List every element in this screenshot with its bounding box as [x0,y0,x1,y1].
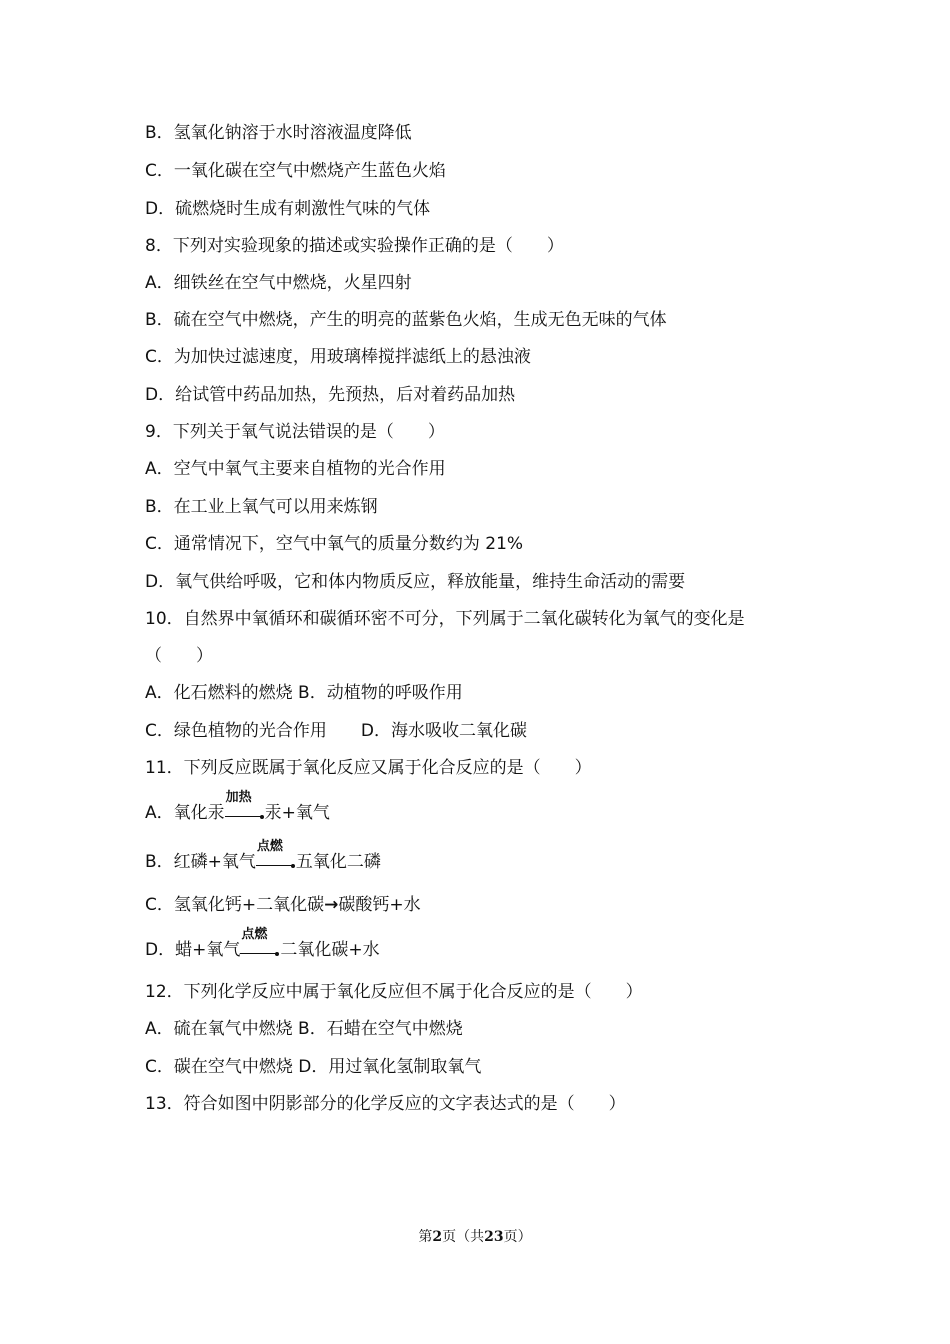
footer-text: 第 [418,1229,433,1245]
q10-options-ab: A．化石燃料的燃烧 B．动植物的呼吸作用 [145,683,463,703]
q11-stem: 11．下列反应既属于氧化反应又属于化合反应的是（ ） [145,758,592,778]
reaction-condition-arrow [240,927,280,961]
q11-d-products: 二氧化碳+水 [280,940,380,960]
reaction-arrow-icon: → [324,895,339,915]
q11-c-products: 碳酸钙+水 [338,895,421,915]
q8-stem: 8．下列对实验现象的描述或实验操作正确的是（ ） [145,236,564,256]
q8-option-b: B．硫在空气中燃烧，产生的明亮的蓝紫色火焰，生成无色无味的气体 [145,310,667,330]
page-number: 2 [432,1229,443,1245]
q11-d-reactants: D．蜡+氧气 [145,940,241,960]
q10-stem-paren: （ ） [145,646,213,666]
q7-option-c: C．一氧化碳在空气中燃烧产生蓝色火焰 [145,161,446,181]
q10-options-cd: C．绿色植物的光合作用 D．海水吸收二氧化碳 [145,721,527,741]
q11-a-products: 汞+氧气 [264,803,330,823]
page-footer [0,1228,950,1246]
q11-a-reactants: A．氧化汞 [145,803,225,823]
condition-label: 点燃 [241,927,268,942]
q8-option-c: C．为加快过滤速度，用玻璃棒搅拌滤纸上的悬浊液 [145,347,531,367]
reaction-condition-arrow [256,839,296,873]
footer-text: 页（共 [442,1229,485,1245]
q7-option-b: B．氢氧化钠溶于水时溶液温度降低 [145,123,412,143]
q11-option-a [145,790,330,824]
q11-option-d [145,927,380,961]
q9-option-b: B．在工业上氧气可以用来炼钢 [145,497,378,517]
q11-option-c [145,894,421,916]
q8-option-a: A．细铁丝在空气中燃烧，火星四射 [145,273,412,293]
q11-b-products: 五氧化二磷 [295,852,381,872]
q9-option-a: A．空气中氧气主要来自植物的光合作用 [145,459,446,479]
condition-label: 加热 [225,790,252,805]
q13-stem: 13．符合如图中阴影部分的化学反应的文字表达式的是（ ） [145,1094,626,1114]
q12-stem: 12．下列化学反应中属于氧化反应但不属于化合反应的是（ ） [145,982,643,1002]
q10-stem: 10．自然界中氧循环和碳循环密不可分，下列属于二氧化碳转化为氧气的变化是 [145,609,745,629]
q7-option-d: D．硫燃烧时生成有刺激性气味的气体 [145,199,431,219]
q11-option-b [145,839,381,873]
q9-stem: 9．下列关于氧气说法错误的是（ ） [145,422,445,442]
q9-option-d: D．氧气供给呼吸，它和体内物质反应，释放能量，维持生命活动的需要 [145,572,686,592]
reaction-condition-arrow [225,790,265,824]
condition-label: 点燃 [256,839,283,854]
footer-text: 页） [503,1229,532,1245]
q12-options-ab: A．硫在氧气中燃烧 B．石蜡在空气中燃烧 [145,1019,463,1039]
q11-b-reactants: B．红磷+氧气 [145,852,256,872]
q11-c-reactants: C．氢氧化钙+二氧化碳 [145,895,325,915]
q8-option-d: D．给试管中药品加热，先预热，后对着药品加热 [145,385,516,405]
q9-option-c: C．通常情况下，空气中氧气的质量分数约为 21% [145,534,524,554]
page-total: 23 [484,1229,504,1245]
q12-options-cd: C．碳在空气中燃烧 D．用过氧化氢制取氧气 [145,1057,482,1077]
